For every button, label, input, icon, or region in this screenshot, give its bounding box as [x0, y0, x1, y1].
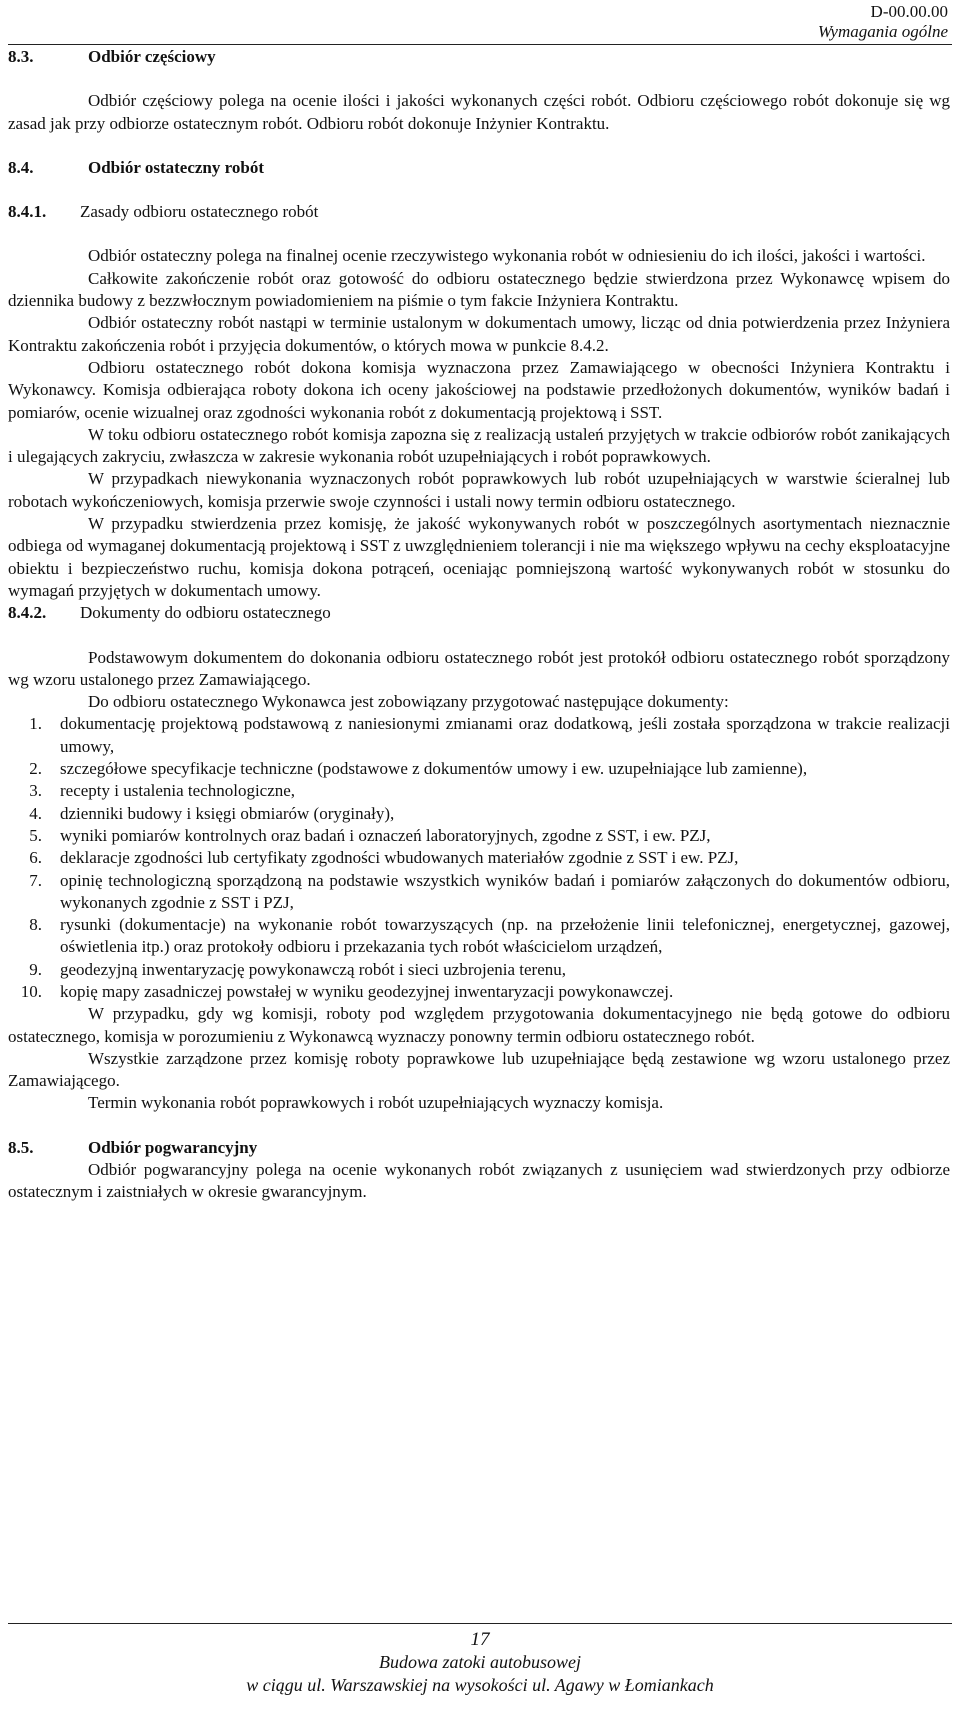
paragraph: Odbiór ostateczny robót nastąpi w terminie ustalonym w dokumentach umowy, licząc od dnia potwierdzenia przez Inżyniera Kontraktu zakończenia robót i przyjęcia dokumentów, o których mowa w punkcie 8.4.2. — [8, 313, 950, 355]
paragraph: W przypadku, gdy wg komisji, roboty pod względem przygotowania dokumentacyjnego nie będą gotowe do odbioru ostatecznego, komisja w porozumieniu z Wykonawcą wyznaczy ponowny termin odbioru ostatecznego robót. — [8, 1004, 950, 1046]
list-item: 4. dzienniki budowy i księgi obmiarów (oryginały), — [29, 803, 395, 823]
list-item: 6. deklaracje zgodności lub certyfikaty zgodności wbudowanych materiałów zgodnie z SST i ew. PZJ, — [29, 848, 739, 868]
list-item: 1. dokumentację projektową podstawową z naniesionymi zmianami oraz dodatkową, jeśli została sporządzona w trakcie realizacji umowy, — [29, 714, 950, 756]
paragraph: Do odbioru ostatecznego Wykonawca jest zobowiązany przygotować następujące dokumenty: — [88, 692, 729, 712]
section-heading-8-5: 8.5. Odbiór pogwarancyjny — [8, 1137, 258, 1157]
page-header — [818, 2, 948, 42]
document-list — [8, 713, 950, 1003]
paragraph: Podstawowym dokumentem do dokonania odbioru ostatecznego robót jest protokół odbioru ostatecznego robót sporządzony wg wzoru ustalonego przez Zamawiającego. — [8, 647, 950, 689]
section-heading-8-4-2: 8.4.2. Dokumenty do odbioru ostatecznego — [8, 603, 331, 623]
document-body — [8, 44, 950, 1204]
list-item: 5. wyniki pomiarów kontrolnych oraz badań i oznaczeń laboratoryjnych, zgodne z SST, i ew. PZJ, — [29, 825, 711, 845]
footer-line-2: w ciągu ul. Warszawskiej na wysokości ul. Agawy w Łomiankach — [246, 1675, 714, 1695]
paragraph: Odbiór częściowy polega na ocenie ilości i jakości wykonanych części robót. Odbioru częściowego robót dokonuje się wg zasad jak przy odbiorze ostatecznym robót. Odbioru robót dokonuje Inżynier Kontraktu. — [8, 91, 950, 133]
document-subtitle: Wymagania ogólne — [817, 22, 948, 41]
paragraph: Wszystkie zarządzone przez komisję roboty poprawkowe lub uzupełniające będą zestawione wg wzoru ustalonego przez Zamawiającego. — [8, 1048, 950, 1091]
section-heading-8-3: 8.3. Odbiór częściowy — [8, 47, 216, 66]
paragraph: W przypadku stwierdzenia przez komisję, że jakość wykonywanych robót w poszczególnych asortymentach nieznacznie odbiega od wymaganej dokumentacją projektową i SST z uwzględnieniem tolerancji i nie ma większego wpływu na cechy eksploatacyjne obiektu i bezpieczeństwo ruchu, komisja dokona potrąceń, oceniając pomniejszoną wartość wykonywanych robót w stosunku do wymagań przyjętych w dokumentach umowy. — [8, 514, 950, 600]
paragraph: Odbioru ostatecznego robót dokona komisja wyznaczona przez Zamawiającego w obecności Inżyniera Kontraktu i Wykonawcy. Komisja odbierająca roboty dokona ich oceny jakościowej na podstawie przedłożonych dokumentów, wyników badań i pomiarów, ocenie wizualnej oraz zgodności wykonania robót z dokumentacją projektową i SST. — [8, 357, 950, 422]
paragraph: Odbiór ostateczny polega na finalnej ocenie rzeczywistego wykonania robót w odniesieniu do ich ilości, jakości i wartości. — [88, 246, 926, 266]
page-number: 17 — [470, 1629, 490, 1650]
section-heading-8-4-1: 8.4.1. Zasady odbioru ostatecznego robót — [8, 202, 319, 222]
paragraph: W przypadkach niewykonania wyznaczonych robót poprawkowych lub robót uzupełniających w warstwie ścieralnej lub robotach wykończeniowych, komisja przerwie swoje czynności i ustali nowy termin odbioru ostatecznego. — [8, 469, 950, 511]
footer-line-1: Budowa zatoki autobusowej — [379, 1652, 581, 1672]
paragraph: Odbiór pogwarancyjny polega na ocenie wykonanych robót związanych z usunięciem wad stwierdzonych przy odbiorze ostatecznym i zaistniałych w okresie gwarancyjnym. — [8, 1160, 950, 1202]
list-item: 10. kopię mapy zasadniczej powstałej w wyniku geodezyjnej inwentaryzacji powykonawczej. — [20, 981, 674, 1001]
footer-rule — [8, 1623, 952, 1624]
list-item: 7. opinię technologiczną sporządzoną na podstawie wszystkich wyników badań i pomiarów załączonych do dokumentów odbioru, wykonanych zgodnie z SST i PZJ, — [29, 870, 950, 912]
list-item: 3. recepty i ustalenia technologiczne, — [29, 781, 296, 801]
page-footer — [0, 1628, 960, 1697]
paragraph: Całkowite zakończenie robót oraz gotowość do odbioru ostatecznego będzie stwierdzona przez Wykonawcę wpisem do dziennika budowy z bezzwłocznym powiadomieniem na piśmie o tym fakcie Inżyniera Kontraktu. — [8, 268, 950, 311]
paragraph: W toku odbioru ostatecznego robót komisja zapozna się z realizacją ustaleń przyjętych w trakcie odbiorów robót zanikających i ulegających zakryciu, zwłaszcza w zakresie wykonania robót uzupełniających i robót poprawkowych. — [8, 424, 950, 467]
paragraph: Termin wykonania robót poprawkowych i robót uzupełniających wyznaczy komisja. — [88, 1093, 664, 1113]
list-item: 9. geodezyjną inwentaryzację powykonawczą robót i sieci uzbrojenia terenu, — [29, 959, 566, 979]
list-item: 2. szczegółowe specyfikacje techniczne (podstawowe z dokumentów umowy i ew. uzupełniające lub zamienne), — [29, 759, 808, 779]
section-heading-8-4: 8.4. Odbiór ostateczny robót — [8, 157, 264, 177]
document-code: D-00.00.00 — [870, 2, 948, 21]
list-item: 8. rysunki (dokumentacje) na wykonanie robót towarzyszących (np. na przełożenie linii telefonicznej, energetycznej, gazowej, oświetlenia itp.) oraz protokoły odbioru i przekazania tych robót właścicielom urządzeń, — [29, 915, 950, 957]
